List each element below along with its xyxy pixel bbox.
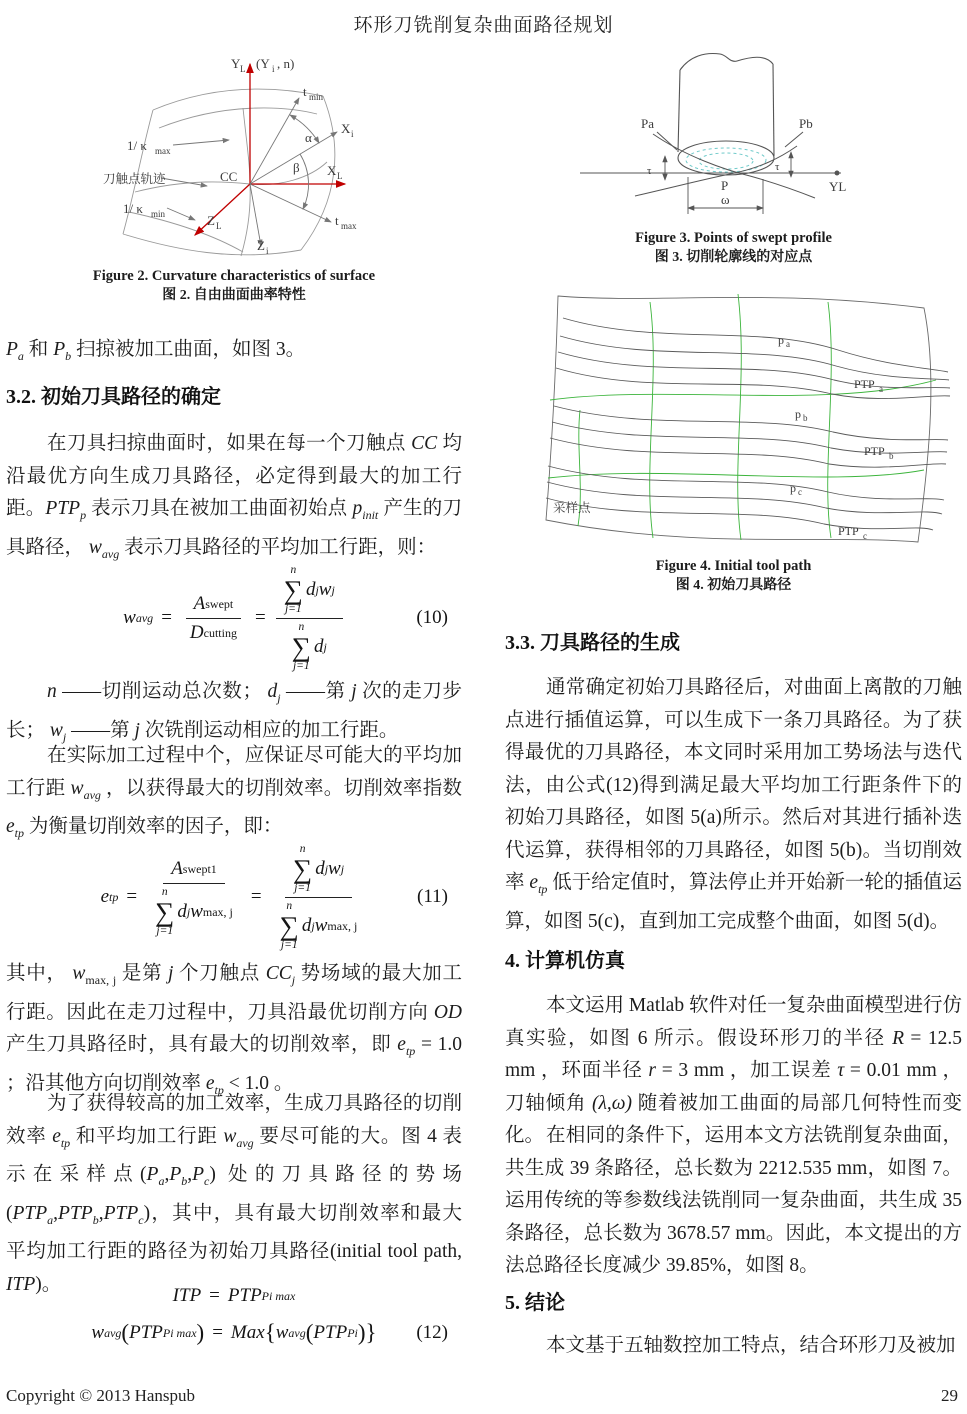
text-segment: e bbox=[205, 1072, 215, 1094]
math-token: avg bbox=[135, 610, 154, 625]
figure2-caption-zh: 图 2. 自由曲面曲率特性 bbox=[162, 288, 306, 303]
math-token: A bbox=[171, 858, 183, 879]
text-segment: w bbox=[70, 777, 84, 799]
paragraph-p5 bbox=[6, 958, 462, 1106]
figure3-caption-en: Figure 3. Points of swept profile bbox=[635, 230, 832, 246]
text-segment: n bbox=[46, 681, 57, 702]
text-segment: = 3 mm ，加工误差 bbox=[655, 1060, 838, 1081]
text-segment: PTP bbox=[12, 1202, 48, 1224]
text-segment: P bbox=[6, 339, 18, 360]
section-heading-4: 4. 计算机仿真 bbox=[505, 950, 625, 972]
fig2-label-trajectory: 刀触点轨迹 bbox=[103, 172, 166, 186]
text-segment: r bbox=[648, 1060, 656, 1081]
math-token: Pi max bbox=[162, 1325, 197, 1340]
fig2-label-XL-sub: L bbox=[337, 171, 343, 181]
page-number: 29 bbox=[941, 1386, 958, 1405]
text-segment: < 1.0 。 bbox=[223, 1072, 294, 1094]
math-token: PTP bbox=[313, 1322, 348, 1343]
fig2-label-alpha: α bbox=[305, 130, 312, 145]
text-segment: w bbox=[88, 536, 102, 558]
text-segment: j bbox=[134, 719, 140, 741]
equation-number-12: (12) bbox=[416, 1322, 448, 1343]
text-segment: avg bbox=[236, 1135, 254, 1150]
fig3-label-YL: YL bbox=[829, 179, 847, 194]
text-segment: ) bbox=[209, 1164, 216, 1185]
fig2-label-ZL-sub: L bbox=[216, 221, 222, 231]
text-segment: j bbox=[277, 691, 281, 705]
page-title: 环形刀铣削复杂曲面路径规划 bbox=[353, 15, 614, 36]
fig4-label-PTPa-sub: a bbox=[879, 384, 883, 394]
math-token: tp bbox=[109, 889, 119, 904]
text-segment: c bbox=[204, 1174, 210, 1188]
fig2-label-tmax: t bbox=[335, 213, 339, 228]
fig3-label-tau-left: τ bbox=[647, 165, 652, 177]
fig2-label-Zi-sub: i bbox=[266, 246, 269, 256]
fig4-label-pa-sub: a bbox=[786, 339, 790, 349]
text-segment: 产生的刀具路径， bbox=[6, 498, 462, 558]
fig3-label-Pa: Pa bbox=[641, 116, 654, 131]
math-token: A bbox=[193, 593, 206, 614]
text-segment: 产生刀具路径时，具有最大的切削效率，即 bbox=[6, 1034, 398, 1055]
paragraph-p2 bbox=[6, 428, 462, 570]
fig2-label-ZL: Z bbox=[207, 213, 215, 228]
text-segment: 次铣削运动相应的加工行距。 bbox=[139, 719, 399, 741]
text-segment: a bbox=[17, 349, 24, 363]
text-segment: tp bbox=[538, 882, 548, 896]
math-token: d bbox=[301, 915, 312, 936]
text-segment: R bbox=[892, 1027, 904, 1049]
equation-12 bbox=[6, 1314, 462, 1352]
text-segment: w bbox=[223, 1125, 237, 1147]
fig4-label-PTPc: PTP bbox=[838, 524, 859, 538]
math-token: d bbox=[313, 636, 324, 657]
copyright-text: Copyright © 2013 Hanspub bbox=[6, 1386, 196, 1405]
summation: n ∑ j=1 bbox=[291, 621, 311, 672]
text-segment: 表示刀具在被加工曲面初始点 bbox=[86, 498, 353, 519]
math-token: d bbox=[177, 901, 187, 922]
text-segment: tp bbox=[214, 1082, 224, 1097]
text-segment: PTP bbox=[58, 1202, 93, 1224]
figure3-caption-zh: 图 3. 切削轮廓线的对应点 bbox=[654, 250, 813, 265]
text-segment: j bbox=[167, 963, 174, 984]
math-token: w bbox=[318, 579, 332, 600]
text-segment: ——切削运动总次数； bbox=[56, 681, 268, 702]
fraction-sums-max bbox=[272, 843, 366, 951]
fig2-label-beta: β bbox=[293, 160, 300, 175]
text-segment: PTP bbox=[103, 1202, 139, 1224]
fig2-label-Yin-rest: , n) bbox=[277, 56, 295, 71]
fig2-label-Xi-sub: i bbox=[351, 129, 354, 139]
fig3-label-Pb: Pb bbox=[799, 116, 813, 131]
math-token: w bbox=[190, 901, 203, 922]
text-segment: 在刀具扫掠曲面时，如果在每一个刀触点 bbox=[46, 433, 412, 454]
text-segment: avg bbox=[83, 787, 101, 802]
math-token: Pi bbox=[347, 1325, 358, 1340]
text-segment: 通常确定初始刀具路径后，对曲面上离散的刀触点进行插值运算，可以生成下一条刀具路径。为了获得最优的刀具路径，本文同时采用加工势场法与迭代法，由公式(12)得到满足最大平均加工行距条件下的初始刀具路径，如图 5(a)所示。然后对其进行插补迭代运算，获得相邻的刀具路径，如图 5(b)。当切削效率 bbox=[505, 677, 962, 893]
text-segment: 势场域的最大加工行距。因此在走刀过程中，刀具沿最优切削方向 bbox=[6, 963, 462, 1023]
figure4-caption-zh: 图 4. 初始刀具路径 bbox=[675, 578, 792, 593]
fig3-label-omega: ω bbox=[721, 192, 730, 207]
text-segment: j bbox=[351, 681, 357, 702]
text-segment: e bbox=[397, 1034, 406, 1055]
fig2-label-tmin: t bbox=[303, 84, 307, 99]
math-token: j bbox=[315, 582, 319, 597]
text-segment: ——第 bbox=[280, 681, 352, 702]
text-segment: e bbox=[529, 872, 539, 893]
text-segment: CC bbox=[411, 433, 438, 454]
text-segment: τ bbox=[837, 1060, 845, 1081]
text-segment: 表示刀具路径的平均加工行距，则： bbox=[119, 536, 437, 558]
text-segment: OD bbox=[433, 1001, 462, 1023]
math-token: ( bbox=[121, 1320, 130, 1345]
fig2-label-YL-sub: L bbox=[240, 64, 246, 74]
text-segment: = 12.5 mm ，环面半径 bbox=[505, 1027, 962, 1081]
text-segment: ——第 bbox=[66, 719, 135, 741]
math-token: w bbox=[314, 915, 328, 936]
figure4-caption-en: Figure 4. Initial tool path bbox=[655, 558, 812, 574]
text-segment: 个刀触点 bbox=[173, 963, 266, 984]
text-segment: j bbox=[291, 973, 296, 987]
section-heading-3-3: 3.3. 刀具路径的生成 bbox=[505, 632, 680, 654]
text-segment: 其中， bbox=[6, 963, 73, 984]
text-segment: , bbox=[98, 1202, 104, 1224]
math-token: d bbox=[305, 579, 316, 600]
paragraph-p7 bbox=[505, 672, 962, 938]
text-segment: 要尽可能的大。图 4 表示在采样点 bbox=[6, 1125, 462, 1185]
fig4-label-sampling-points: 采样点 bbox=[553, 501, 591, 515]
math-token: ) bbox=[196, 1320, 205, 1345]
math-token: j bbox=[186, 904, 191, 919]
text-segment: , bbox=[53, 1202, 59, 1224]
text-segment: 扫掠被加工曲面，如图 3。 bbox=[71, 339, 306, 360]
text-segment: = 1.0 ；沿其他方向切削效率 bbox=[6, 1034, 462, 1094]
left-column bbox=[6, 0, 462, 1414]
math-token: e bbox=[100, 886, 110, 907]
summation: n ∑ j=1 bbox=[155, 886, 175, 937]
fig2-label-kmin-sub: min bbox=[151, 209, 166, 219]
text-segment: tp bbox=[60, 1135, 71, 1150]
equation-10 bbox=[6, 556, 462, 680]
math-token: j bbox=[323, 639, 327, 654]
fig2-label-kmax-sub: max bbox=[155, 146, 171, 156]
math-token: d bbox=[315, 858, 325, 879]
text-segment: ) bbox=[143, 1202, 151, 1224]
text-segment: w bbox=[49, 719, 63, 741]
text-segment: e bbox=[6, 816, 15, 837]
text-segment: 均沿最优方向生成刀具路径，必定得到最大的加工行距。 bbox=[6, 433, 462, 519]
math-token: PTP bbox=[129, 1322, 163, 1343]
math-token: { bbox=[264, 1320, 276, 1345]
equation-11 bbox=[6, 836, 462, 958]
right-column bbox=[505, 0, 962, 1414]
math-token: avg bbox=[104, 1325, 122, 1340]
fig4-label-PTPb-sub: b bbox=[889, 451, 894, 461]
math-token: Max bbox=[230, 1322, 265, 1343]
paragraph-p4 bbox=[6, 740, 462, 850]
fig2-label-tmin-sub: min bbox=[309, 92, 324, 102]
page-footer bbox=[6, 1386, 958, 1406]
text-segment: b bbox=[65, 349, 72, 363]
math-token: ) bbox=[357, 1320, 366, 1345]
text-segment: P bbox=[169, 1164, 182, 1185]
math-token: j bbox=[311, 918, 315, 933]
math-token: max, j bbox=[202, 904, 233, 919]
text-segment: e bbox=[52, 1125, 61, 1147]
equation-number-11: (11) bbox=[417, 886, 448, 907]
fig2-label-Zi: Z bbox=[257, 238, 265, 253]
text-segment: a bbox=[158, 1174, 165, 1188]
fig2-label-YL: Y bbox=[231, 56, 241, 71]
math-token: = bbox=[126, 886, 138, 907]
text-segment: a bbox=[47, 1212, 54, 1227]
math-token: ITP bbox=[172, 1285, 202, 1306]
fraction-swept1 bbox=[147, 857, 241, 937]
equation-number-10: (10) bbox=[416, 607, 448, 628]
figure2-caption-en: Figure 2. Curvature characteristics of surface bbox=[92, 268, 376, 284]
summation: n ∑ j=1 bbox=[279, 900, 299, 951]
summation: n ∑ j=1 bbox=[283, 564, 303, 615]
math-token: ( bbox=[305, 1320, 314, 1345]
fig2-label-kmin: 1/ κ bbox=[123, 201, 143, 216]
math-token: avg bbox=[288, 1325, 306, 1340]
fig2-label-CC: CC bbox=[220, 169, 238, 184]
text-segment: = 0.01 mm ，刀轴倾角 bbox=[505, 1060, 962, 1114]
fraction-swept-cutting bbox=[182, 592, 245, 644]
text-segment: , bbox=[164, 1164, 170, 1185]
math-token: w bbox=[275, 1322, 289, 1343]
fig4-label-pc: p bbox=[790, 481, 796, 495]
fig2-label-kmax: 1/ κ bbox=[127, 138, 147, 153]
summation: n ∑ j=1 bbox=[292, 843, 313, 894]
text-segment: b bbox=[92, 1212, 99, 1227]
math-token: w bbox=[328, 858, 341, 879]
text-segment: PTP bbox=[45, 498, 81, 519]
text-segment: 是第 bbox=[116, 963, 168, 984]
text-segment: 和 bbox=[23, 339, 54, 360]
math-token: cutting bbox=[203, 625, 237, 640]
text-segment: init bbox=[362, 508, 379, 522]
text-segment: 次的走刀步长； bbox=[6, 681, 462, 741]
math-token: j bbox=[340, 861, 345, 876]
fig4-label-PTPa: PTP bbox=[854, 377, 875, 391]
text-segment: CC bbox=[265, 963, 292, 984]
fig4-label-pa: p bbox=[778, 333, 784, 347]
fig4-label-pb: p bbox=[795, 407, 801, 421]
figure3-caption bbox=[505, 228, 962, 268]
text-segment: 在实际加工过程中个，应保证尽可能大的平均加工行距 bbox=[6, 745, 462, 799]
fig3-label-tau-right: τ bbox=[775, 161, 780, 173]
paragraph-p10 bbox=[505, 1330, 962, 1363]
text-segment: )。 bbox=[35, 1273, 62, 1295]
paragraph-p6 bbox=[6, 1088, 462, 1301]
math-token: = bbox=[161, 607, 172, 628]
text-segment: p bbox=[352, 498, 363, 519]
text-segment: P bbox=[192, 1164, 205, 1185]
math-token: swept bbox=[205, 596, 234, 611]
text-segment: P bbox=[53, 339, 66, 360]
math-token: = bbox=[254, 607, 266, 628]
fig4-label-pc-sub: c bbox=[798, 487, 802, 497]
math-token: = bbox=[212, 1322, 223, 1343]
paragraph-p9 bbox=[505, 1120, 962, 1283]
text-segment: 在相同的条件下，运用本文方法铣削复杂曲面，共生成 39 条路径，总长数为 2212.535 mm，如图 7。运用传统的等参数线法铣削同一复杂曲面，共生成 35 条路径，总长数为 3678.57 mm。因此，本文提出的方法总路径长度减少 39.85%，如图 8。 bbox=[505, 1125, 962, 1276]
fraction-sums bbox=[276, 564, 343, 672]
text-segment: tp bbox=[405, 1044, 416, 1058]
math-token: D bbox=[189, 622, 204, 643]
figure4-caption bbox=[505, 556, 962, 596]
paragraph-p1 bbox=[6, 334, 462, 373]
math-token: } bbox=[365, 1320, 377, 1345]
figure2-caption bbox=[6, 266, 462, 306]
fig4-label-PTPc-sub: c bbox=[863, 531, 867, 541]
math-token: = bbox=[250, 886, 262, 907]
text-segment: j bbox=[62, 729, 67, 744]
text-segment: P bbox=[146, 1164, 159, 1185]
text-segment: 随着被加工曲面的局部几何特性而变化。 bbox=[505, 1092, 962, 1146]
text-segment: 本文运用 Matlab 软件对任一复杂曲面模型进行仿真实验，如图 6 所示。假设环形刀的半径 bbox=[505, 995, 962, 1049]
fig2-label-Yin: (Y bbox=[256, 56, 270, 71]
text-segment: 处的刀具路径的势场 bbox=[215, 1164, 462, 1185]
math-token: w bbox=[91, 1322, 105, 1343]
math-token: j bbox=[324, 861, 329, 876]
text-segment: p bbox=[80, 508, 87, 522]
equation-itp bbox=[6, 1282, 462, 1310]
text-segment: avg bbox=[101, 546, 120, 561]
fig4-label-pb-sub: b bbox=[803, 413, 808, 423]
text-segment: max, j bbox=[85, 973, 117, 987]
text-segment: (λ,ω) bbox=[591, 1092, 633, 1114]
fig2-label-Yin-sub: i bbox=[272, 64, 275, 74]
text-segment: 为了获得较高的加工效率，生成刀具路径的切削效率 bbox=[6, 1093, 462, 1147]
math-token: PTP bbox=[227, 1285, 262, 1306]
fig2-label-tmax-sub: max bbox=[341, 221, 357, 231]
math-token: max, j bbox=[327, 918, 358, 933]
text-segment: ，其中，具有最大切削效率和最大平均加工行距的路径为初始刀具路径(initial tool path, bbox=[6, 1202, 462, 1262]
text-segment: d bbox=[267, 681, 278, 702]
math-token: swept1 bbox=[182, 861, 217, 876]
text-segment: , bbox=[187, 1164, 193, 1185]
fig3-label-P: P bbox=[721, 178, 729, 193]
text-segment: ITP bbox=[6, 1273, 36, 1295]
text-segment: ( bbox=[6, 1202, 13, 1224]
text-segment: b bbox=[181, 1174, 188, 1188]
text-segment: 为衡量切削效率的因子，即： bbox=[24, 816, 283, 837]
text-segment: 本文基于五轴数控加工特点，结合环形刀及被加 bbox=[545, 1335, 956, 1356]
text-segment: c bbox=[138, 1212, 144, 1227]
math-token: w bbox=[123, 607, 136, 628]
section-heading-3-2: 3.2. 初始刀具路径的确定 bbox=[6, 386, 221, 408]
math-token: Pi max bbox=[261, 1288, 296, 1303]
math-token: = bbox=[209, 1285, 220, 1306]
section-heading-5: 5. 结论 bbox=[505, 1292, 565, 1314]
text-segment: ，以获得最大的切削效率。切削效率指数 bbox=[100, 777, 462, 799]
fig2-label-Xi: X bbox=[341, 121, 351, 136]
fig2-label-XL: X bbox=[327, 163, 337, 178]
math-token: j bbox=[331, 582, 335, 597]
text-segment: 和平均加工行距 bbox=[70, 1125, 224, 1147]
text-segment: w bbox=[72, 963, 86, 984]
text-segment: ( bbox=[140, 1164, 147, 1185]
fig4-label-PTPb: PTP bbox=[864, 444, 885, 458]
text-segment: tp bbox=[14, 826, 24, 840]
text-segment: 低于给定值时，算法停止并开始新一轮的插值运算，如图 5(c)，直到加工完成整个曲面，如图 5(d)。 bbox=[505, 872, 962, 932]
